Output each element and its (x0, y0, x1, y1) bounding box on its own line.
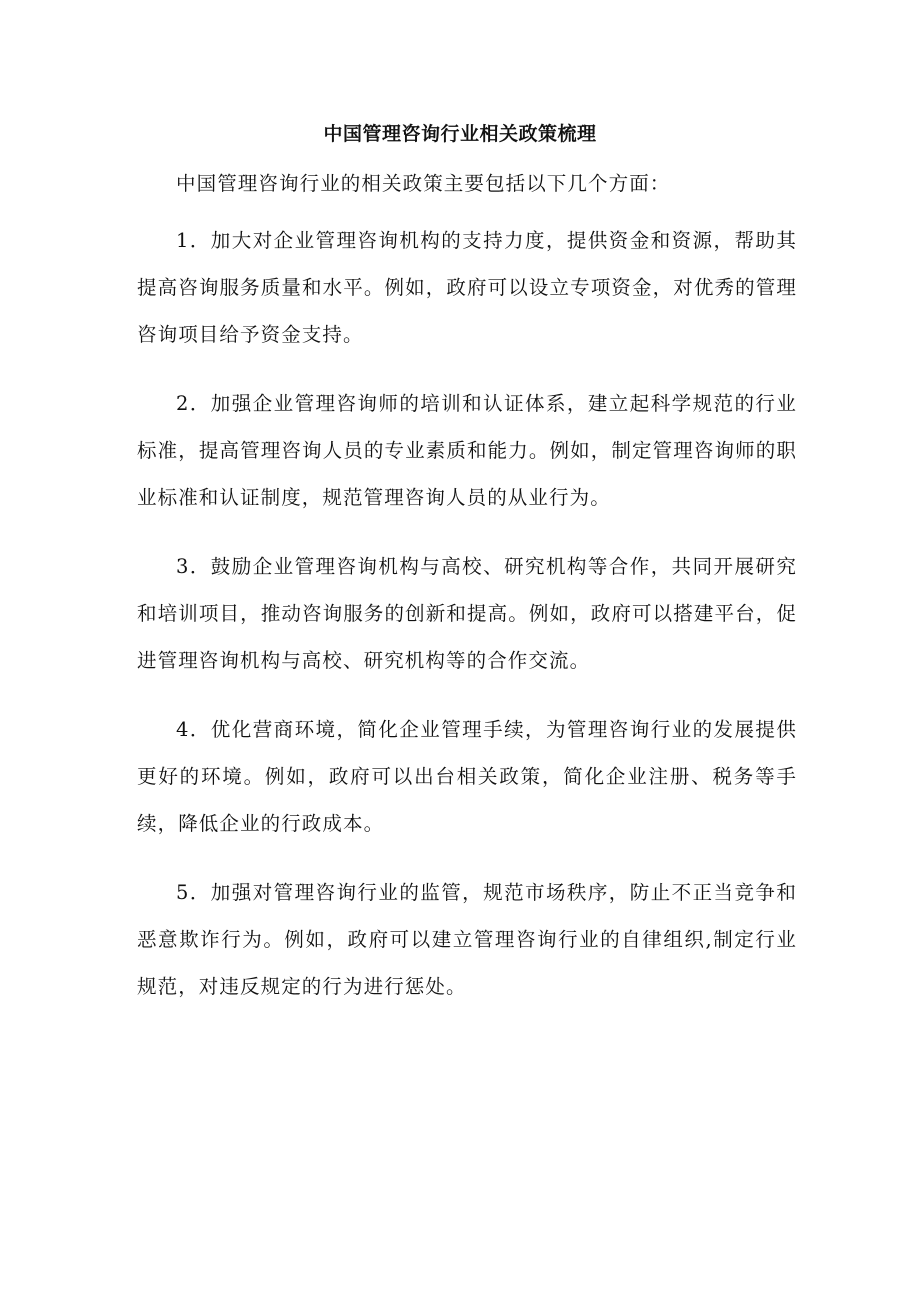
policy-paragraph-2: 2．加强企业管理咨询师的培训和认证体系，建立起科学规范的行业标准，提高管理咨询人员的专业素质和能力。例如，制定管理咨询师的职业标准和认证制度，规范管理咨询人员的从业行为。 (137, 392, 797, 509)
document-body (137, 160, 797, 1032)
policy-paragraph-1: 1．加大对企业管理咨询机构的支持力度，提供资金和资源，帮助其提高咨询服务质量和水平。例如，政府可以设立专项资金，对优秀的管理咨询项目给予资金支持。 (137, 229, 797, 346)
policy-paragraph-5: 5．加强对管理咨询行业的监管，规范市场秩序，防止不正当竞争和恶意欺诈行为。例如，政府可以建立管理咨询行业的自律组织,制定行业规范，对违反规定的行为进行惩处。 (137, 881, 797, 998)
document-title: 中国管理咨询行业相关政策梳理 (323, 123, 597, 145)
policy-paragraph-4: 4．优化营商环境，简化企业管理手续，为管理咨询行业的发展提供更好的环境。例如，政府可以出台相关政策，简化企业注册、税务等手续，降低企业的行政成本。 (137, 718, 797, 835)
policy-paragraph-3: 3．鼓励企业管理咨询机构与高校、研究机构等合作，共同开展研究和培训项目，推动咨询服务的创新和提高。例如，政府可以搭建平台，促进管理咨询机构与高校、研究机构等的合作交流。 (137, 555, 797, 672)
intro-paragraph: 中国管理咨询行业的相关政策主要包括以下几个方面： (176, 172, 671, 195)
